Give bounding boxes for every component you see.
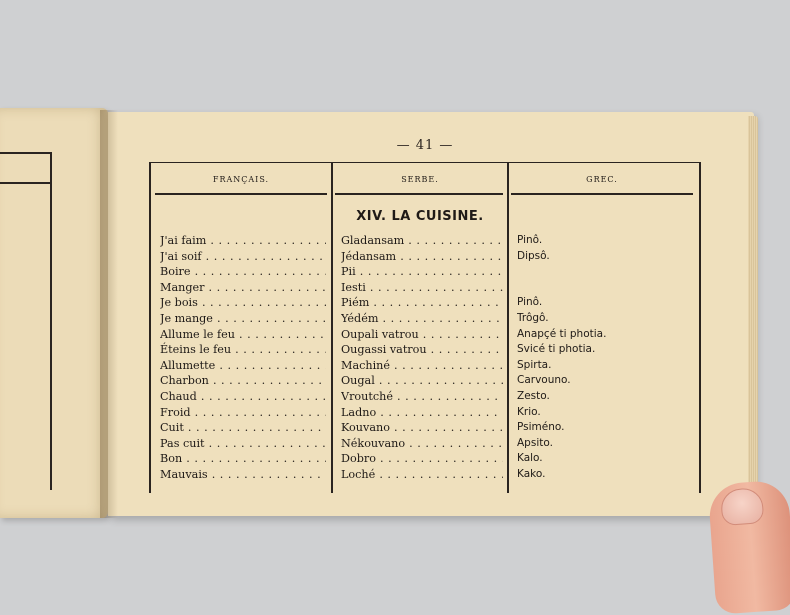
book-gutter-shadow [100, 110, 118, 518]
serbian-word: Vroutché . . . [341, 389, 503, 405]
serbian-word: Ougal . . . [341, 373, 503, 389]
greek-word: Pinô. [517, 234, 543, 246]
table-row [151, 451, 699, 467]
column-header-greek: GREC. [586, 175, 618, 184]
page-number: — 41 — [396, 138, 454, 153]
french-word: Pas cuit . . . [160, 436, 326, 452]
phrasebook-table [149, 162, 701, 493]
greek-word: Trôgô. [517, 311, 549, 324]
column-header-french: FRANÇAIS. [212, 175, 270, 184]
greek-word: Apsito. [517, 436, 553, 449]
serbian-word: Dobro . . . [341, 451, 503, 467]
serbian-word: Iesti . . . [341, 280, 503, 296]
french-word: Je bois . . . [160, 295, 326, 311]
table-row [151, 358, 699, 374]
french-word: Bon . . . [160, 451, 326, 467]
french-word: Allumette . . . [160, 358, 326, 374]
left-page-top-rule [0, 152, 52, 154]
serbian-word: Piém . . . [341, 295, 503, 311]
serbian-word: Machiné . . . [341, 358, 503, 374]
french-word: J'ai faim . . . [160, 233, 326, 249]
greek-word: Spirta. [517, 358, 552, 371]
table-row [151, 280, 699, 296]
serbian-word: Yédém . . . [341, 311, 503, 327]
french-word: J'ai soif . . . [160, 249, 326, 265]
table-row [151, 405, 699, 421]
table-row [151, 327, 699, 343]
greek-word: Anapçé ti photia. [517, 327, 607, 340]
serbian-word: Jédansam . . . [341, 249, 503, 265]
page-stack-edge [748, 116, 758, 512]
table-row [151, 295, 699, 311]
serbian-word: Nékouvano . . . [341, 436, 503, 452]
french-word: Charbon . . . [160, 373, 326, 389]
serbian-word: Kouvano . . . [341, 420, 503, 436]
table-row [151, 420, 699, 436]
table-row [151, 249, 699, 265]
serbian-word: Oupali vatrou . . . [341, 327, 503, 343]
table-row [151, 467, 699, 483]
serbian-word: Gladansam . . . [341, 233, 503, 249]
french-word: Éteins le feu . . . [160, 342, 326, 358]
french-word: Boire . . . [160, 264, 326, 280]
greek-word: Dipsô. [517, 249, 550, 262]
left-page-header-rule [0, 182, 52, 184]
table-row [151, 264, 699, 280]
french-word: Chaud . . . [160, 389, 326, 405]
header-rule-serbian [335, 193, 503, 195]
greek-word: Pinô. [517, 296, 543, 309]
greek-word: Svicé ti photia. [517, 343, 596, 356]
table-row [151, 389, 699, 405]
table-row [151, 373, 699, 389]
section-title: XIV. LA CUISINE. [356, 209, 484, 224]
greek-word: Psiméno. [517, 421, 565, 434]
finger [708, 479, 790, 614]
table-row [151, 233, 699, 249]
vocabulary-rows [151, 233, 699, 483]
french-word: Mauvais . . . [160, 467, 326, 483]
serbian-word: Ladno . . . [341, 405, 503, 421]
table-row [151, 311, 699, 327]
french-word: Allume le feu . . . [160, 327, 326, 343]
greek-word: Kalo. [517, 452, 543, 465]
french-word: Manger . . . [160, 280, 326, 296]
fingernail [720, 487, 764, 526]
greek-word: Carvouno. [517, 374, 571, 387]
column-header-serbian: SERBE. [401, 175, 439, 184]
header-rule-french [155, 193, 327, 195]
serbian-word: Loché . . . [341, 467, 503, 483]
left-page-column-rule [50, 152, 52, 490]
greek-word: Krio. [517, 405, 541, 418]
greek-word: Zesto. [517, 389, 550, 402]
table-row [151, 342, 699, 358]
french-word: Je mange . . . [160, 311, 326, 327]
left-page [0, 108, 108, 518]
greek-word: Kako. [517, 467, 546, 480]
table-row [151, 436, 699, 452]
french-word: Cuit . . . [160, 420, 326, 436]
serbian-word: Pii . . . [341, 264, 503, 280]
header-rule-greek [511, 193, 693, 195]
french-word: Froid . . . [160, 405, 326, 421]
serbian-word: Ougassi vatrou . . . [341, 342, 503, 358]
